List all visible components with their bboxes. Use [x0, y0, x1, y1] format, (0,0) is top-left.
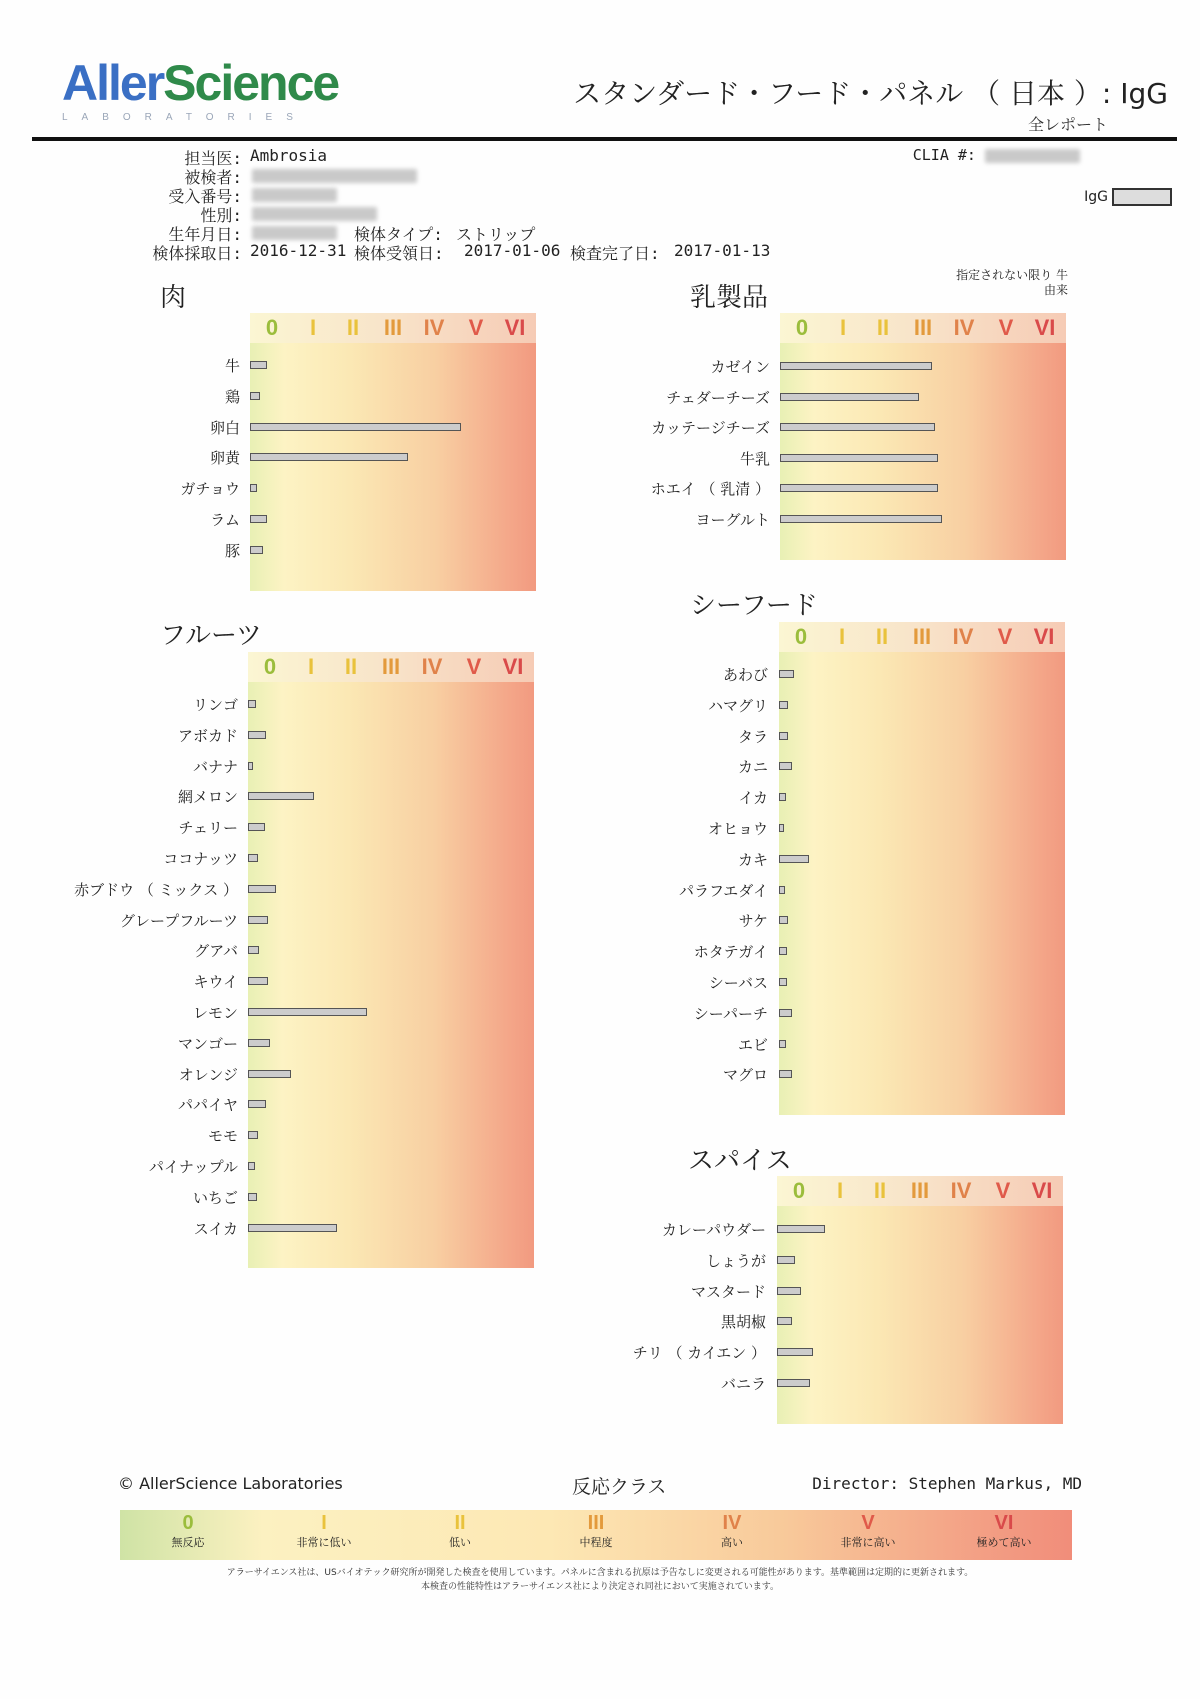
- class-label-5: V: [997, 624, 1013, 649]
- class-label-5: V: [995, 1178, 1011, 1203]
- row-label-fruit-5: ココナッツ: [163, 850, 238, 868]
- bar-fruit-7: [248, 916, 268, 924]
- legend-class-4-word: 高い: [721, 1536, 743, 1549]
- bar-fruit-12: [248, 1070, 291, 1078]
- row-label-fruit-1: アボカド: [177, 726, 238, 745]
- bar-spice-5: [777, 1379, 810, 1387]
- legend-class-0-num: 0: [182, 1512, 194, 1534]
- accession-label: 受入番号:: [168, 187, 242, 206]
- class-label-1: I: [838, 624, 846, 649]
- class-label-3: III: [912, 624, 932, 649]
- legend-class-3-num: III: [587, 1512, 605, 1534]
- row-label-fruit-15: パイナップル: [148, 1158, 238, 1176]
- class-label-6: VI: [1031, 1178, 1053, 1203]
- class-label-0: 0: [265, 315, 279, 340]
- class-label-1: I: [839, 315, 847, 340]
- class-label-4: IV: [950, 1178, 972, 1203]
- legend-class-6: [936, 1510, 1072, 1550]
- class-label-4: IV: [423, 315, 445, 340]
- bar-spice-1: [777, 1256, 795, 1264]
- row-label-seafood-13: マグロ: [722, 1066, 768, 1085]
- legend-class-5-word: 非常に高い: [840, 1536, 896, 1549]
- row-label-spice-4: チリ （ カイエン ）: [632, 1344, 766, 1363]
- bar-seafood-2: [779, 732, 788, 740]
- patient-label: 被検者:: [184, 168, 242, 187]
- bar-seafood-6: [779, 855, 809, 863]
- row-label-seafood-7: パラフエダイ: [679, 881, 768, 900]
- row-label-dairy-5: ヨーグルト: [695, 511, 770, 529]
- row-label-seafood-9: ホタテガイ: [693, 943, 768, 962]
- milk-source-note: 指定されない限り 牛由来: [956, 268, 1068, 297]
- row-label-seafood-10: シーバス: [708, 974, 768, 992]
- row-label-meat-3: 卵黄: [209, 449, 240, 468]
- class-label-0: 0: [795, 315, 809, 340]
- reaction-class-legend: [120, 1510, 1072, 1560]
- bar-seafood-7: [779, 886, 785, 894]
- bar-seafood-12: [779, 1040, 786, 1048]
- bar-seafood-5: [779, 824, 784, 832]
- class-label-2: II: [346, 315, 360, 340]
- row-label-dairy-0: カゼイン: [710, 358, 770, 376]
- bar-seafood-8: [779, 916, 788, 924]
- row-label-fruit-3: 網メロン: [177, 788, 238, 807]
- class-gradient-seafood: [779, 652, 1065, 1115]
- class-label-4: IV: [421, 654, 443, 679]
- header-rule: [32, 137, 1177, 141]
- class-label-3: III: [910, 1178, 930, 1203]
- legend-class-6-num: VI: [994, 1512, 1014, 1534]
- bar-fruit-0: [248, 700, 256, 708]
- bar-fruit-13: [248, 1100, 266, 1108]
- class-label-2: II: [875, 624, 889, 649]
- specimen-type-label: 検体タイプ:: [354, 225, 443, 244]
- class-label-3: III: [383, 315, 403, 340]
- row-label-dairy-3: 牛乳: [739, 449, 770, 468]
- sex-label: 性別:: [200, 206, 242, 225]
- logo-text-a: Aller: [62, 55, 164, 111]
- class-label-2: II: [873, 1178, 887, 1203]
- class-label-1: I: [309, 315, 317, 340]
- clia-field: [913, 146, 1080, 164]
- row-label-seafood-0: あわび: [722, 666, 768, 684]
- bar-fruit-10: [248, 1008, 367, 1016]
- bar-fruit-8: [248, 946, 259, 954]
- disclaimer-line-2: 本検査の性能特性はアラーサイエンス社により決定され同社において実施されています。: [420, 1582, 780, 1592]
- completed-date-label: 検査完了日:: [570, 244, 660, 263]
- panel-title-seafood: シーフード: [690, 591, 818, 621]
- class-label-2: II: [876, 315, 890, 340]
- row-label-seafood-6: カキ: [737, 850, 768, 869]
- bar-fruit-5: [248, 854, 258, 862]
- class-label-6: VI: [502, 654, 524, 679]
- igg-key: [1084, 188, 1172, 206]
- received-date-value: 2017-01-06: [464, 241, 561, 260]
- class-header-spice: [777, 1176, 1063, 1206]
- bar-meat-4: [250, 484, 257, 492]
- row-label-seafood-3: カニ: [737, 758, 768, 777]
- row-label-fruit-10: レモン: [192, 1004, 238, 1022]
- bar-meat-1: [250, 392, 260, 400]
- legend-class-0: [120, 1510, 256, 1550]
- class-label-1: I: [307, 654, 315, 679]
- row-label-spice-1: しょうが: [705, 1251, 766, 1270]
- row-label-seafood-11: シーパーチ: [693, 1004, 768, 1023]
- class-label-4: IV: [952, 624, 974, 649]
- class-label-3: III: [381, 654, 401, 679]
- bar-fruit-16: [248, 1193, 257, 1201]
- patient-name-redacted: [252, 165, 417, 184]
- bar-seafood-3: [779, 762, 792, 770]
- row-label-fruit-14: モモ: [207, 1127, 238, 1146]
- sex-redacted: [252, 203, 377, 222]
- bar-fruit-15: [248, 1162, 255, 1170]
- bar-seafood-0: [779, 670, 794, 678]
- bar-spice-2: [777, 1287, 801, 1295]
- panel-grid-seafood: [779, 622, 1065, 1115]
- row-label-spice-2: マスタード: [690, 1282, 766, 1301]
- class-gradient-fruit: [248, 682, 534, 1268]
- row-label-seafood-8: サケ: [738, 912, 768, 931]
- bar-meat-3: [250, 453, 408, 461]
- class-label-0: 0: [792, 1178, 806, 1203]
- bar-fruit-9: [248, 977, 268, 985]
- class-label-3: III: [913, 315, 933, 340]
- bar-meat-0: [250, 361, 267, 369]
- bar-fruit-11: [248, 1039, 270, 1047]
- bar-dairy-0: [780, 362, 932, 370]
- class-label-0: 0: [794, 624, 808, 649]
- bar-fruit-1: [248, 731, 266, 739]
- row-label-fruit-6: 赤ブドウ （ ミックス ）: [74, 880, 238, 899]
- class-header-fruit: [248, 652, 534, 682]
- bar-fruit-2: [248, 762, 253, 770]
- bar-seafood-10: [779, 978, 787, 986]
- class-label-5: V: [998, 315, 1014, 340]
- logo-subtext: LABORATORIES: [62, 112, 307, 123]
- class-label-5: V: [468, 315, 484, 340]
- panel-title-spice: スパイス: [688, 1146, 792, 1176]
- legend-class-3: [528, 1510, 664, 1550]
- legend-class-4-num: IV: [722, 1512, 742, 1534]
- report-title: スタンダード・フード・パネル （ 日本 ）: IgG: [573, 77, 1168, 110]
- row-label-fruit-2: バナナ: [192, 757, 238, 776]
- row-label-seafood-5: オヒョウ: [707, 820, 768, 838]
- panel-grid-fruit: [248, 652, 534, 1268]
- row-label-spice-5: バニラ: [720, 1375, 766, 1393]
- class-label-5: V: [466, 654, 482, 679]
- row-label-fruit-12: オレンジ: [178, 1065, 238, 1084]
- bar-spice-0: [777, 1225, 825, 1233]
- row-label-fruit-0: リンゴ: [192, 696, 238, 714]
- legend-class-3-word: 中程度: [579, 1536, 613, 1549]
- legend-class-4: [664, 1510, 800, 1550]
- panel-title-meat: 肉: [160, 283, 187, 313]
- received-date-label: 検体受領日:: [354, 244, 444, 263]
- row-label-meat-2: 卵白: [209, 418, 240, 437]
- legend-title: 反応クラス: [572, 1476, 667, 1498]
- class-label-6: VI: [1033, 624, 1055, 649]
- company-logo: [62, 55, 339, 136]
- director: Director: Stephen Markus, MD: [812, 1474, 1082, 1493]
- bar-meat-5: [250, 515, 267, 523]
- clia-redacted: [985, 149, 1080, 163]
- bar-dairy-2: [780, 423, 935, 431]
- legend-class-5-num: V: [861, 1512, 875, 1534]
- panel-grid-meat: [250, 313, 536, 591]
- legend-class-0-word: 無反応: [171, 1536, 205, 1549]
- row-label-fruit-8: グアバ: [194, 942, 238, 961]
- class-header-meat: [250, 313, 536, 343]
- legend-class-2-word: 低い: [449, 1536, 471, 1549]
- bar-fruit-14: [248, 1131, 258, 1139]
- legend-class-1-word: 非常に低い: [296, 1536, 352, 1549]
- row-label-dairy-4: ホエイ （ 乳清 ）: [650, 480, 770, 499]
- bar-spice-3: [777, 1317, 792, 1325]
- row-label-meat-6: 豚: [224, 541, 240, 560]
- accession-redacted: [252, 184, 337, 203]
- row-label-fruit-11: マンゴー: [177, 1034, 238, 1053]
- bar-seafood-11: [779, 1009, 792, 1017]
- legend-class-1: [256, 1510, 392, 1550]
- clia-label: CLIA #:: [912, 146, 976, 164]
- row-label-seafood-1: ハマグリ: [707, 696, 768, 715]
- row-label-seafood-4: イカ: [738, 789, 768, 808]
- bar-seafood-1: [779, 701, 788, 709]
- specimen-type-value: ストリップ: [456, 225, 536, 244]
- bar-meat-2: [250, 423, 461, 431]
- bar-dairy-4: [780, 484, 938, 492]
- report-subtitle: 全レポート: [1027, 115, 1108, 134]
- class-header-seafood: [779, 622, 1065, 652]
- class-header-dairy: [780, 313, 1066, 343]
- bar-seafood-4: [779, 793, 786, 801]
- row-label-spice-0: カレーパウダー: [661, 1221, 766, 1239]
- panel-title-fruit: フルーツ: [160, 621, 262, 651]
- dob-redacted: [252, 222, 337, 241]
- bar-dairy-1: [780, 393, 919, 401]
- bar-fruit-4: [248, 823, 265, 831]
- legend-class-1-num: I: [321, 1512, 327, 1534]
- bar-seafood-13: [779, 1070, 792, 1078]
- copyright: © AllerScience Laboratories: [118, 1474, 343, 1493]
- class-gradient-meat: [250, 343, 536, 591]
- row-label-dairy-1: チェダーチーズ: [666, 388, 770, 407]
- logo-text-b: Science: [163, 55, 339, 111]
- bar-seafood-9: [779, 947, 787, 955]
- igg-key-swatch: [1112, 188, 1172, 206]
- row-label-dairy-2: カッテージチーズ: [651, 419, 770, 438]
- bar-fruit-6: [248, 885, 276, 893]
- dob-label: 生年月日:: [168, 225, 242, 244]
- disclaimer: [80, 1566, 1120, 1594]
- collection-date-label: 検体採取日:: [152, 244, 242, 263]
- bar-spice-4: [777, 1348, 813, 1356]
- doctor-value: Ambrosia: [250, 146, 328, 165]
- class-label-2: II: [344, 654, 358, 679]
- bar-dairy-5: [780, 515, 942, 523]
- bar-meat-6: [250, 546, 263, 554]
- legend-class-2-num: II: [454, 1512, 466, 1534]
- row-label-fruit-13: パパイヤ: [177, 1096, 238, 1115]
- class-gradient-spice: [777, 1206, 1063, 1424]
- class-label-1: I: [836, 1178, 844, 1203]
- class-label-6: VI: [504, 315, 526, 340]
- class-label-4: IV: [953, 315, 975, 340]
- igg-key-label: IgG: [1084, 189, 1108, 205]
- bar-fruit-3: [248, 792, 314, 800]
- row-label-spice-3: 黒胡椒: [720, 1313, 766, 1332]
- row-label-meat-4: ガチョウ: [180, 480, 240, 499]
- legend-class-5: [800, 1510, 936, 1550]
- bar-dairy-3: [780, 454, 938, 462]
- panel-grid-spice: [777, 1176, 1063, 1424]
- class-label-0: 0: [263, 654, 277, 679]
- row-label-fruit-9: キウイ: [193, 973, 238, 992]
- doctor-label: 担当医:: [184, 149, 242, 168]
- completed-date-value: 2017-01-13: [674, 241, 771, 260]
- row-label-seafood-2: タラ: [737, 727, 768, 746]
- collection-date-value: 2016-12-31: [250, 241, 347, 260]
- bar-fruit-17: [248, 1224, 337, 1232]
- class-label-6: VI: [1034, 315, 1056, 340]
- row-label-meat-5: ラム: [210, 511, 240, 529]
- row-label-meat-0: 牛: [224, 357, 240, 375]
- row-label-fruit-17: スイカ: [193, 1219, 238, 1238]
- panel-title-dairy: 乳製品: [690, 283, 769, 313]
- row-label-fruit-4: チェリー: [178, 819, 238, 838]
- row-label-seafood-12: エビ: [737, 1035, 768, 1054]
- disclaimer-line-1: アラーサイエンス社は、USバイオテック研究所が開発した検査を使用しています。パネルに含まれる抗原は予告なしに変更される可能性があります。基準範囲は定期的に更新されます。: [226, 1568, 974, 1578]
- legend-class-2: [392, 1510, 528, 1550]
- class-gradient-dairy: [780, 343, 1066, 560]
- row-label-fruit-7: グレープフルーツ: [119, 911, 238, 930]
- row-label-meat-1: 鶏: [224, 387, 240, 406]
- legend-class-6-word: 極めて高い: [976, 1536, 1032, 1549]
- row-label-fruit-16: いちご: [192, 1188, 238, 1207]
